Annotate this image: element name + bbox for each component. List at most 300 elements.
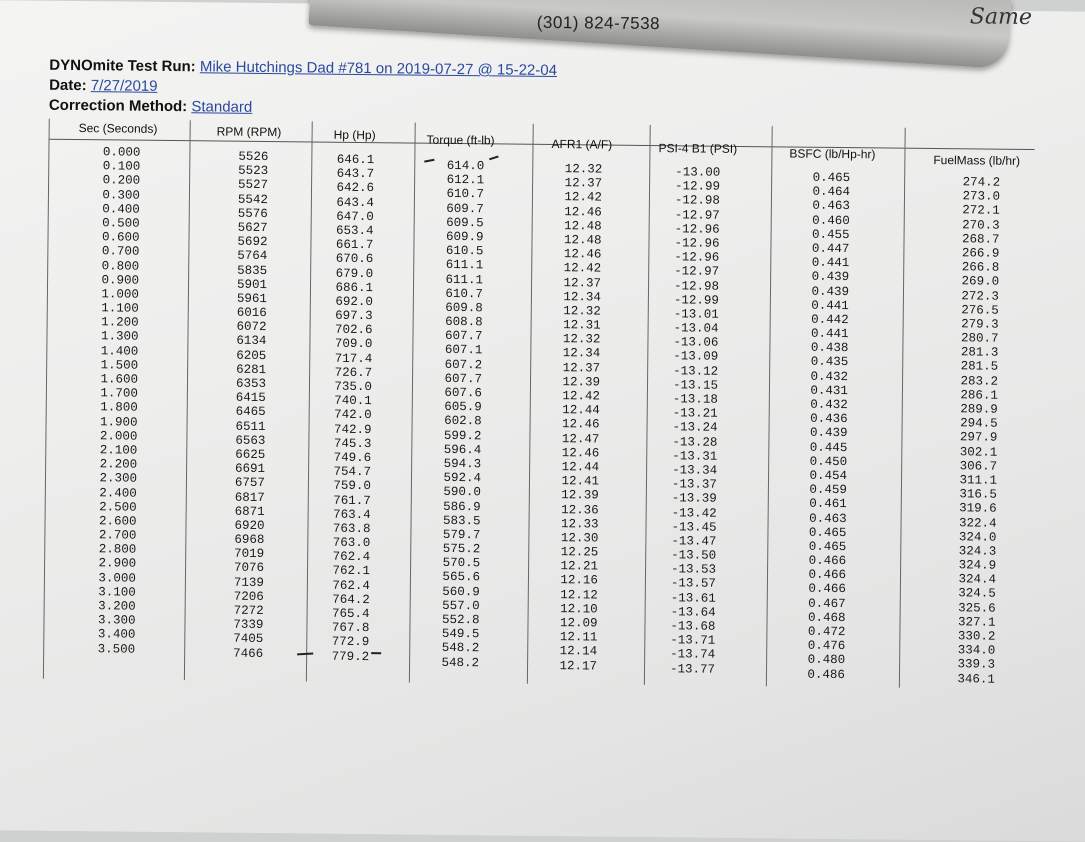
cell-afr: 12.37 [556,361,600,376]
column-fuel [951,175,1000,686]
cell-rpm: 6415 [222,391,266,406]
cell-rpm: 6281 [222,362,266,377]
cell-afr: 12.46 [557,247,601,262]
cell-psi: -13.09 [666,350,718,365]
cell-bsfc: 0.455 [806,227,850,242]
cell-hp: 767.8 [321,621,369,636]
cell-bsfc: 0.431 [804,383,848,398]
cell-rpm: 5542 [224,192,268,207]
cell-hp: 653.4 [326,224,374,239]
cell-psi: -13.37 [665,477,717,492]
cell-psi: -13.64 [664,605,716,620]
cell-bsfc: 0.465 [802,525,846,540]
header-rpm: RPM (RPM) [217,124,282,139]
cell-afr: 12.48 [557,233,601,248]
cell-sec: 1.500 [82,358,138,373]
cell-afr: 12.09 [553,616,597,631]
cell-bsfc: 0.441 [805,256,849,271]
cell-afr: 12.46 [558,205,602,220]
cell-fuel: 272.3 [955,289,999,304]
cell-psi: -12.99 [667,293,719,308]
cell-hp: 762.1 [322,564,370,579]
cell-afr: 12.10 [554,602,598,617]
cell-bsfc: 0.461 [803,497,847,512]
cell-psi: -13.24 [665,421,717,436]
cell-hp: 742.0 [324,408,372,423]
cell-hp: 670.6 [325,252,373,267]
cell-bsfc: 0.472 [801,625,845,640]
cell-torque: 557.0 [432,599,480,614]
cell-afr: 12.42 [557,261,601,276]
cell-sec: 0.100 [84,159,140,174]
cell-fuel: 279.3 [955,317,999,332]
cell-fuel: 324.4 [952,572,996,587]
cell-sec: 0.400 [84,202,140,217]
cell-rpm: 6353 [222,377,266,392]
cell-fuel: 272.1 [956,204,1000,219]
cell-afr: 12.46 [555,446,599,461]
cell-hp: 647.0 [326,209,374,224]
cell-torque: 610.7 [436,187,484,202]
cell-torque: 610.7 [435,286,483,301]
header-fuel: FuelMass (lb/hr) [933,153,1020,168]
cell-sec: 2.500 [81,500,137,515]
cell-torque: 609.9 [435,230,483,245]
cell-torque: 592.4 [433,471,481,486]
cell-sec: 1.700 [82,386,138,401]
cell-afr: 12.17 [553,659,597,674]
report-header [49,56,557,121]
cell-psi: -12.96 [667,236,719,251]
cell-psi: -13.12 [666,364,718,379]
cell-psi: -13.21 [666,406,718,421]
cell-hp: 643.4 [326,195,374,210]
cell-sec: 3.200 [80,599,136,614]
cell-hp: 762.4 [322,550,370,565]
cell-psi: -13.47 [664,534,716,549]
cell-psi: -13.00 [668,165,720,180]
cell-hp: 643.7 [326,167,374,182]
cell-bsfc: 0.465 [806,171,850,186]
cell-fuel: 268.7 [955,232,999,247]
cell-hp: 642.6 [326,181,374,196]
cell-psi: -13.42 [665,506,717,521]
cell-psi: -12.97 [667,265,719,280]
cell-rpm: 7405 [219,632,263,647]
cell-torque: 609.8 [435,301,483,316]
cell-rpm: 6563 [221,433,265,448]
cell-fuel: 269.0 [955,275,999,290]
cell-hp: 763.0 [322,536,370,551]
cell-afr: 12.48 [558,219,602,234]
cell-psi: -12.96 [668,222,720,237]
cell-fuel: 311.1 [953,473,997,488]
column-rpm [219,150,268,661]
cell-torque: 570.5 [432,556,480,571]
cell-afr: 12.12 [554,588,598,603]
cell-psi: -13.01 [667,307,719,322]
column-hp [321,153,374,664]
cell-afr: 12.47 [555,432,599,447]
cell-fuel: 276.5 [955,303,999,318]
cell-hp: 726.7 [324,365,372,380]
cell-hp: 761.7 [323,493,371,508]
header-afr: AFR1 (A/F) [551,137,612,152]
cell-hp: 697.3 [325,309,373,324]
cell-rpm: 7206 [220,589,264,604]
cell-torque: 609.7 [436,201,484,216]
cell-rpm: 7466 [219,646,263,661]
cell-afr: 12.21 [554,559,598,574]
column-divider [43,119,50,679]
cell-bsfc: 0.465 [802,540,846,555]
cell-sec: 0.300 [84,188,140,203]
cell-rpm: 5527 [224,178,268,193]
cell-fuel: 297.9 [953,431,997,446]
cell-rpm: 7076 [220,561,264,576]
cell-rpm: 6625 [221,447,265,462]
cell-psi: -13.06 [666,335,718,350]
cell-bsfc: 0.432 [804,369,848,384]
cell-rpm: 6968 [220,533,264,548]
cell-torque: 611.1 [435,258,483,273]
cell-fuel: 339.3 [951,658,995,673]
cell-hp: 763.4 [323,507,371,522]
cell-psi: -13.50 [664,548,716,563]
cell-rpm: 7019 [220,547,264,562]
cell-torque: 614.0 [436,159,484,174]
cell-bsfc: 0.445 [803,440,847,455]
header-rule [49,139,1035,150]
phone-number: (301) 824-7538 [537,13,660,34]
cell-torque: 548.2 [431,641,479,656]
cell-sec: 1.200 [83,315,139,330]
cell-sec: 3.400 [79,627,135,642]
header-psi: PSI-4 B1 (PSI) [658,141,737,156]
cell-torque: 608.8 [435,315,483,330]
cell-bsfc: 0.463 [803,511,847,526]
cell-hp: 692.0 [325,295,373,310]
cell-fuel: 270.3 [956,218,1000,233]
cell-sec: 0.000 [84,145,140,160]
cell-rpm: 5901 [223,277,267,292]
title-value: Mike Hutchings Dad #781 on 2019-07-27 @ 15-22-04 [200,58,557,79]
cell-psi: -13.74 [663,648,715,663]
cell-fuel: 324.0 [952,530,996,545]
cell-fuel: 281.3 [954,345,998,360]
cell-bsfc: 0.439 [803,426,847,441]
cell-sec: 1.800 [82,400,138,415]
cell-bsfc: 0.450 [803,454,847,469]
cell-afr: 12.37 [558,176,602,191]
cell-psi: -13.04 [667,321,719,336]
cell-rpm: 6757 [221,476,265,491]
cell-bsfc: 0.467 [802,596,846,611]
cell-psi: -13.77 [663,662,715,677]
cell-psi: -12.98 [668,194,720,209]
cell-psi: -13.28 [665,435,717,450]
cell-hp: 661.7 [325,238,373,253]
date-label: Date: [49,77,87,94]
cell-sec: 1.900 [82,415,138,430]
cell-fuel: 322.4 [953,516,997,531]
cell-afr: 12.32 [556,332,600,347]
cell-psi: -12.99 [668,179,720,194]
cell-bsfc: 0.442 [805,313,849,328]
cell-psi: -13.31 [665,449,717,464]
cell-rpm: 6134 [222,334,266,349]
cell-torque: 610.5 [435,244,483,259]
cell-rpm: 6511 [221,419,265,434]
dyno-data-table [41,119,1037,689]
cell-afr: 12.34 [557,290,601,305]
column-afr [553,162,602,673]
cell-hp: 742.9 [323,422,371,437]
title-label: DYNOmite Test Run: [49,57,196,76]
cell-bsfc: 0.447 [805,242,849,257]
cell-psi: -13.34 [665,463,717,478]
cell-afr: 12.25 [554,545,598,560]
cell-fuel: 319.6 [953,502,997,517]
cell-hp: 679.0 [325,266,373,281]
cell-afr: 12.16 [554,573,598,588]
cell-torque: 560.9 [432,584,480,599]
cell-torque: 607.7 [434,372,482,387]
cell-sec: 2.200 [81,457,137,472]
cell-fuel: 316.5 [953,487,997,502]
cell-torque: 609.5 [436,216,484,231]
cell-psi: -13.68 [663,619,715,634]
cell-psi: -13.45 [664,520,716,535]
cell-bsfc: 0.466 [802,582,846,597]
cell-bsfc: 0.436 [804,412,848,427]
cell-rpm: 5692 [223,235,267,250]
cell-sec: 0.700 [83,244,139,259]
cell-fuel: 346.1 [951,672,995,687]
column-sec [79,145,140,656]
cell-torque: 602.8 [434,414,482,429]
cell-torque: 611.1 [435,272,483,287]
cell-afr: 12.32 [558,162,602,177]
cell-fuel: 289.9 [954,402,998,417]
cell-hp: 763.8 [322,521,370,536]
cell-bsfc: 0.439 [805,270,849,285]
cell-bsfc: 0.463 [806,199,850,214]
header-hp: Hp (Hp) [334,128,376,142]
cell-fuel: 330.2 [951,629,995,644]
cell-rpm: 6072 [223,320,267,335]
cell-rpm: 7339 [219,618,263,633]
cell-sec: 2.100 [81,443,137,458]
cell-psi: -13.53 [664,562,716,577]
cell-sec: 3.100 [80,585,136,600]
cell-fuel: 281.5 [954,360,998,375]
cell-psi: -13.61 [664,591,716,606]
cell-afr: 12.32 [557,304,601,319]
cell-afr: 12.39 [555,488,599,503]
cell-sec: 2.300 [81,471,137,486]
cell-hp: 740.1 [324,394,372,409]
cell-bsfc: 0.454 [803,469,847,484]
cell-rpm: 6465 [222,405,266,420]
cell-rpm: 6817 [221,490,265,505]
cell-sec: 0.200 [84,173,140,188]
cell-psi: -13.57 [664,577,716,592]
cell-bsfc: 0.486 [801,667,845,682]
cell-afr: 12.34 [556,346,600,361]
cell-bsfc: 0.476 [801,639,845,654]
cell-sec: 2.000 [81,429,137,444]
pen-tick [424,160,434,162]
cell-hp: 754.7 [323,465,371,480]
cell-afr: 12.30 [554,531,598,546]
cell-fuel: 280.7 [954,331,998,346]
cell-fuel: 273.0 [956,189,1000,204]
pen-marks [41,119,1037,689]
cell-hp: 717.4 [324,351,372,366]
cell-hp: 762.4 [322,578,370,593]
cell-hp: 749.6 [323,451,371,466]
cell-rpm: 5627 [224,221,268,236]
cell-hp: 735.0 [324,380,372,395]
cell-fuel: 324.9 [952,558,996,573]
cell-fuel: 274.2 [956,175,1000,190]
cell-hp: 702.6 [324,323,372,338]
method-label: Correction Method: [49,97,187,115]
cell-sec: 1.100 [83,301,139,316]
cell-bsfc: 0.439 [805,284,849,299]
cell-rpm: 6920 [220,518,264,533]
cell-torque: 605.9 [434,400,482,415]
column-divider [409,123,416,683]
cell-torque: 586.9 [433,499,481,514]
cell-fuel: 266.9 [955,246,999,261]
header-sec: Sec (Seconds) [79,121,158,136]
cell-torque: 548.2 [431,655,479,670]
method-line [49,96,557,121]
cell-rpm: 6871 [221,504,265,519]
column-torque [431,159,484,670]
cell-psi: -12.96 [667,250,719,265]
cell-bsfc: 0.435 [804,355,848,370]
cell-hp: 646.1 [326,153,374,168]
cell-bsfc: 0.464 [806,185,850,200]
cell-afr: 12.36 [555,503,599,518]
cell-sec: 2.600 [80,514,136,529]
cell-sec: 0.500 [84,216,140,231]
cell-torque: 565.6 [432,570,480,585]
cell-fuel: 266.8 [955,260,999,275]
cell-sec: 2.800 [80,542,136,557]
cell-psi: -13.15 [666,378,718,393]
cell-afr: 12.14 [553,644,597,659]
cell-torque: 612.1 [436,173,484,188]
cell-psi: -13.71 [663,633,715,648]
cell-afr: 12.44 [555,460,599,475]
cell-hp: 759.0 [323,479,371,494]
cell-afr: 12.42 [556,389,600,404]
cell-torque: 579.7 [432,528,480,543]
cell-torque: 549.5 [431,627,479,642]
cell-sec: 1.600 [82,372,138,387]
column-bsfc [801,171,850,682]
cell-afr: 12.33 [554,517,598,532]
cell-hp: 745.3 [323,436,371,451]
column-divider [899,128,906,688]
cell-rpm: 5961 [223,291,267,306]
cell-torque: 575.2 [432,542,480,557]
cell-bsfc: 0.466 [802,568,846,583]
cell-fuel: 324.5 [952,587,996,602]
cell-bsfc: 0.432 [804,398,848,413]
header-torque: Torque (ft-lb) [426,133,494,148]
column-psi [663,165,720,676]
cell-torque: 590.0 [433,485,481,500]
cell-bsfc: 0.460 [806,213,850,228]
cell-rpm: 5764 [223,249,267,264]
cell-sec: 2.900 [80,557,136,572]
date-value: 7/27/2019 [91,77,158,95]
cell-torque: 607.7 [434,329,482,344]
cell-bsfc: 0.480 [801,653,845,668]
cell-hp: 765.4 [322,607,370,622]
cell-torque: 599.2 [433,428,481,443]
cell-rpm: 6691 [221,462,265,477]
cell-afr: 12.37 [557,276,601,291]
cell-fuel: 324.3 [952,544,996,559]
cell-sec: 1.000 [83,287,139,302]
cell-rpm: 7272 [220,604,264,619]
cell-sec: 1.300 [82,330,138,345]
cell-rpm: 5576 [224,206,268,221]
cell-afr: 12.41 [555,474,599,489]
cell-sec: 2.400 [81,486,137,501]
pen-tick [489,156,498,159]
cell-bsfc: 0.438 [804,341,848,356]
cell-torque: 596.4 [433,443,481,458]
cell-bsfc: 0.466 [802,554,846,569]
column-divider [184,120,191,680]
cell-rpm: 7139 [220,575,264,590]
cell-hp: 709.0 [324,337,372,352]
cell-sec: 0.800 [83,259,139,274]
cell-torque: 607.2 [434,357,482,372]
header-bsfc: BSFC (lb/Hp-hr) [789,146,875,161]
cell-psi: -13.39 [665,492,717,507]
cell-afr: 12.11 [553,630,597,645]
cell-torque: 607.6 [434,386,482,401]
cell-fuel: 327.1 [951,615,995,630]
cell-fuel: 286.1 [954,388,998,403]
handwritten-note: Same [970,4,1032,30]
cell-psi: -13.18 [666,392,718,407]
cell-bsfc: 0.441 [805,298,849,313]
cell-rpm: 5526 [224,150,268,165]
cell-afr: 12.31 [557,318,601,333]
column-divider [527,124,534,684]
cell-torque: 594.3 [433,457,481,472]
cell-psi: -12.97 [668,208,720,223]
cell-hp: 779.2 [321,649,369,664]
cell-sec: 3.300 [79,613,135,628]
cell-rpm: 6016 [223,306,267,321]
cell-bsfc: 0.459 [803,483,847,498]
cell-afr: 12.42 [558,190,602,205]
cell-sec: 2.700 [80,528,136,543]
cell-fuel: 283.2 [954,374,998,389]
column-divider [766,126,773,686]
cell-bsfc: 0.468 [802,610,846,625]
